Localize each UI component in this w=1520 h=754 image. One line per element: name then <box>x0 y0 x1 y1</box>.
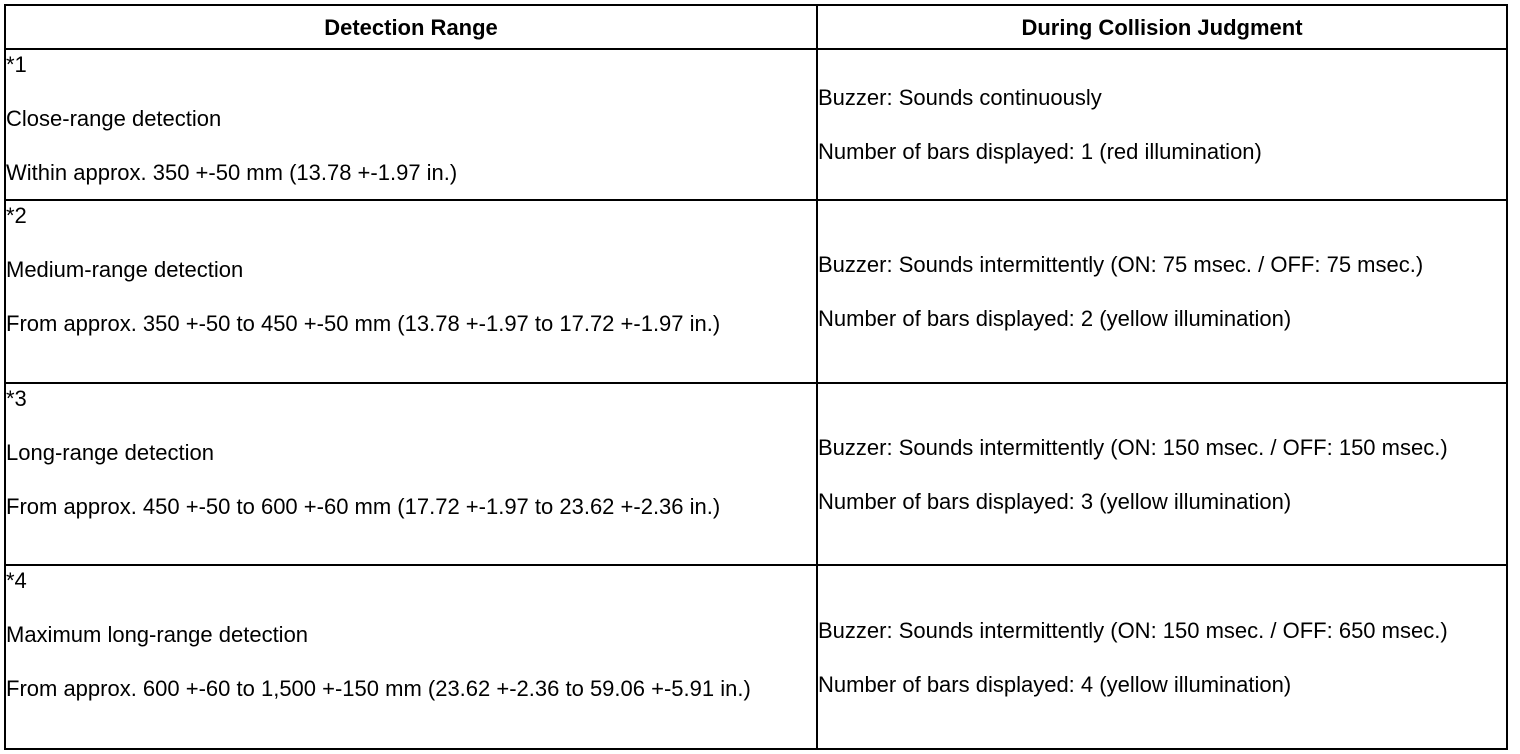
collision-judgment-cell <box>817 49 1507 200</box>
detection-range-cell <box>5 200 817 383</box>
table-header-row <box>5 5 1507 49</box>
range-name: Maximum long-range detection <box>6 622 309 647</box>
bars-displayed: Number of bars displayed: 3 (yellow illumination) <box>818 488 1292 514</box>
range-value: From approx. 350 +-50 to 450 +-50 mm (13.78 +-1.97 to 17.72 +-1.97 in.) <box>6 311 721 336</box>
range-value: From approx. 600 +-60 to 1,500 +-150 mm (23.62 +-2.36 to 59.06 +-5.91 in.) <box>6 676 751 701</box>
range-marker: *2 <box>6 203 27 228</box>
range-value: Within approx. 350 +-50 mm (13.78 +-1.97 in.) <box>6 160 458 185</box>
buzzer-behavior: Buzzer: Sounds intermittently (ON: 150 msec. / OFF: 650 msec.) <box>818 617 1448 643</box>
detection-range-cell <box>5 49 817 200</box>
range-value: From approx. 450 +-50 to 600 +-60 mm (17.72 +-1.97 to 23.62 +-2.36 in.) <box>6 494 721 519</box>
buzzer-behavior: Buzzer: Sounds intermittently (ON: 150 msec. / OFF: 150 msec.) <box>818 434 1448 460</box>
range-marker: *3 <box>6 386 27 411</box>
table-row <box>5 200 1507 383</box>
range-marker: *1 <box>6 52 27 77</box>
header-collision-judgment: During Collision Judgment <box>817 5 1507 49</box>
detection-range-table <box>4 4 1508 750</box>
detection-range-cell <box>5 383 817 565</box>
table-row <box>5 49 1507 200</box>
collision-judgment-cell <box>817 565 1507 749</box>
collision-judgment-cell <box>817 383 1507 565</box>
table-row <box>5 383 1507 565</box>
range-marker: *4 <box>6 568 27 593</box>
buzzer-behavior: Buzzer: Sounds continuously <box>818 85 1102 110</box>
range-name: Long-range detection <box>6 440 214 465</box>
bars-displayed: Number of bars displayed: 2 (yellow illumination) <box>818 306 1292 331</box>
range-name: Close-range detection <box>6 106 222 131</box>
bars-displayed: Number of bars displayed: 1 (red illumination) <box>818 139 1262 164</box>
range-name: Medium-range detection <box>6 257 244 282</box>
collision-judgment-cell <box>817 200 1507 383</box>
table-row <box>5 565 1507 749</box>
detection-range-cell <box>5 565 817 749</box>
bars-displayed: Number of bars displayed: 4 (yellow illumination) <box>818 671 1292 697</box>
buzzer-behavior: Buzzer: Sounds intermittently (ON: 75 msec. / OFF: 75 msec.) <box>818 252 1424 277</box>
header-detection-range: Detection Range <box>5 5 817 49</box>
